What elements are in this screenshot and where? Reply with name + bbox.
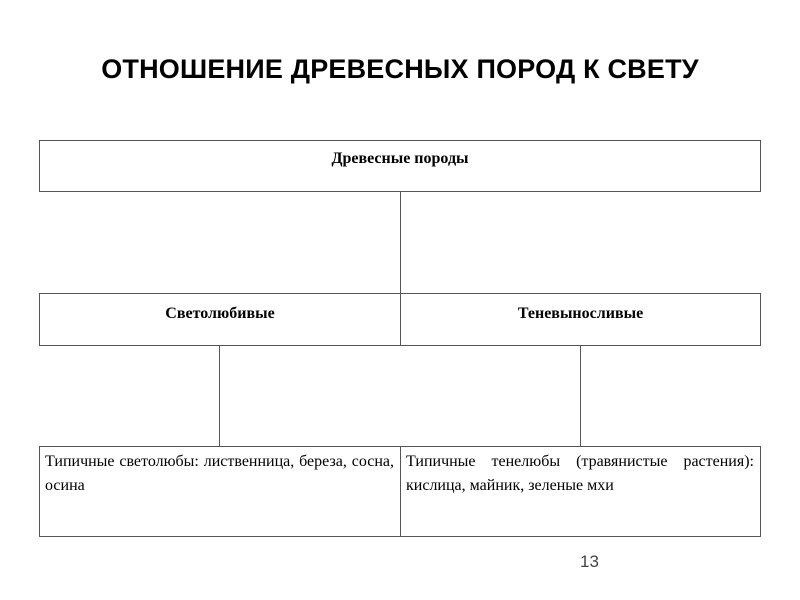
category-node-shade-tolerant [400, 293, 761, 346]
page-number: 13 [580, 552, 599, 571]
description-node-light-loving [39, 446, 401, 537]
root-node-label: Древесные породы [331, 150, 469, 167]
category-label-shade-tolerant: Теневыносливые [517, 305, 644, 322]
description-light-loving: Типичные светолюбы: лиственница, береза, сосна, осина [45, 453, 394, 494]
description-node-shade-tolerant [400, 446, 761, 537]
root-node [39, 140, 761, 192]
description-shade-tolerant: Типичные тенелюбы (травянистые растения): кислица, майник, зеленые мхи [406, 453, 754, 494]
connector-shade-tolerant [580, 346, 581, 446]
connector-light-loving [219, 346, 220, 446]
slide-title: ОТНОШЕНИЕ ДРЕВЕСНЫХ ПОРОД К СВЕТУ [101, 54, 699, 84]
category-node-light-loving [39, 293, 401, 346]
connector-root [400, 192, 401, 293]
category-label-light-loving: Светолюбивые [165, 305, 275, 322]
